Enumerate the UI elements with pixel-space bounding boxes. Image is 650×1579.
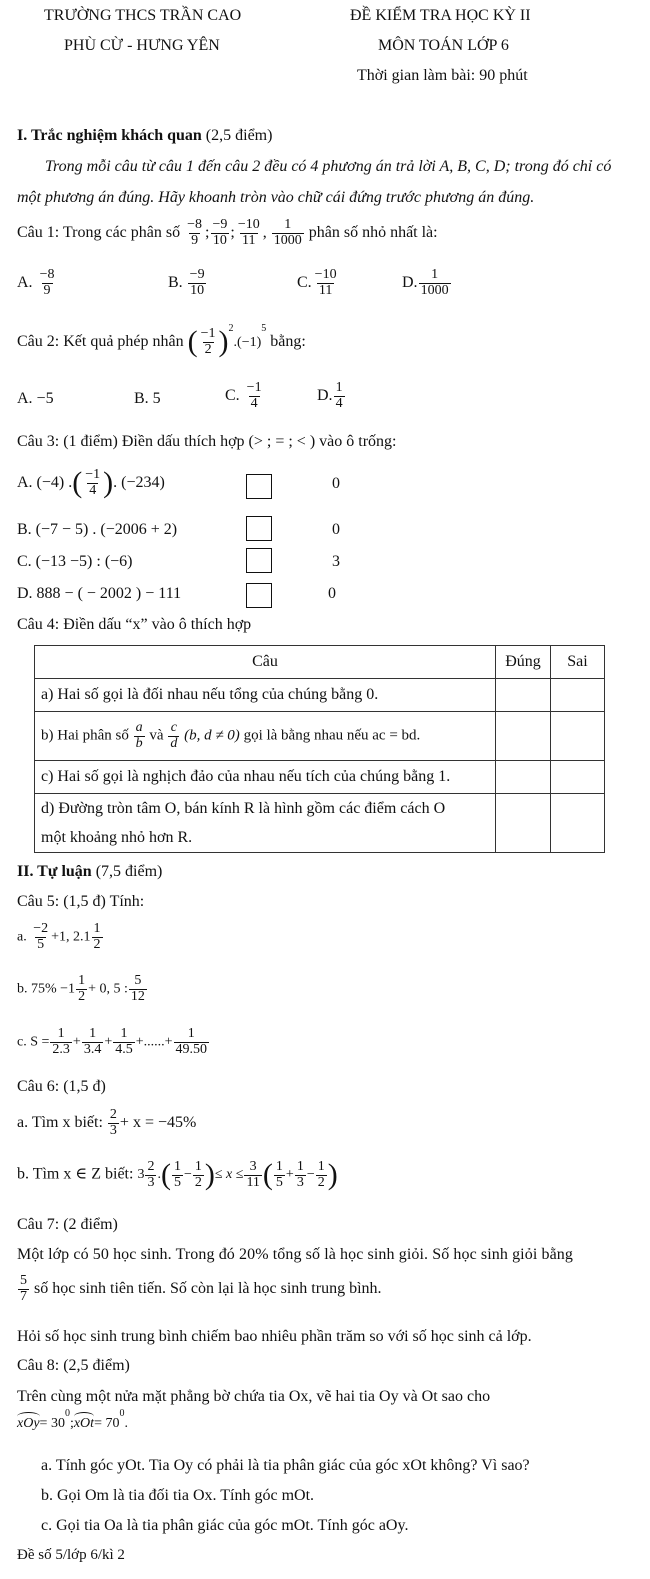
q3-value-a: 0	[332, 475, 340, 492]
q3-answer-box-c[interactable]	[246, 548, 272, 573]
part1-instruction-1: Trong mỗi câu từ câu 1 đến câu 2 đều có 4 phương án trả lời A, B, C, D; trong đó chỉ có	[45, 158, 612, 175]
q3-answer-box-d[interactable]	[246, 583, 272, 608]
q1-prefix: Câu 1: Trong các phân số	[17, 223, 181, 241]
q2-option-d: D. $\frac{1}{4}$	[317, 380, 343, 411]
q5-part-a: a. $\frac{-2}{5}$ +1, 2.1 $\frac{1}{2}$	[17, 921, 101, 952]
table-header-row	[35, 646, 605, 679]
question-1: Câu 1: Trong các phân số $\frac{-8}{9}$ ; $\frac{-9}{10}$ ; $\frac{-10}{11}$ , $\frac{1}{1000}$ phân số nhỏ nhất là:	[17, 217, 438, 248]
q6-part-b: b. Tìm x ∈ Z biết: 3 $\frac{2}{3}$ .( $\frac{1}{5}$ − $\frac{1}{2}$ )≤ x ≤ $\frac{3}{11}$ ( $\frac{1}{5}$ + $\frac{1}{3}$ − $\frac{1}{2}$ )	[17, 1158, 338, 1192]
part1-heading	[17, 127, 272, 145]
answer-cell-false[interactable]	[551, 679, 605, 712]
exam-time: Thời gian làm bài: 90 phút	[357, 67, 528, 84]
answer-cell-true[interactable]	[496, 712, 551, 761]
table-row	[35, 712, 605, 761]
fraction: $\frac{-9}{10}$	[212, 217, 228, 248]
q7-paragraph-1: Một lớp có 50 học sinh. Trong đó 20% tổng số là học sinh giỏi. Số học sinh giỏi bằng	[17, 1246, 573, 1263]
q3-item-d: D. 888 − ( − 2002 ) − 111	[17, 585, 182, 602]
q8-item-b: b. Gọi Om là tia đối tia Ox. Tính góc mOt.	[41, 1487, 315, 1504]
q2-option-c: C. $\frac{-1}{4}$	[225, 380, 262, 411]
answer-cell-true[interactable]	[496, 794, 551, 853]
part2-heading	[17, 863, 162, 881]
table-row	[35, 761, 605, 794]
table-row	[35, 679, 605, 712]
q1-option-c: C. $\frac{-10}{11}$	[297, 267, 337, 298]
question-4: Câu 4: Điền dấu “x” vào ô thích hợp	[17, 616, 252, 633]
part1-points: (2,5 điểm)	[205, 127, 273, 144]
school-name: TRƯỜNG THCS TRẦN CAO	[44, 7, 242, 24]
q5-part-c: c. S = $\frac{1}{2.3}$ + $\frac{1}{3.4}$ + $\frac{1}{4.5}$ +......+ $\frac{1}{49.50}$	[17, 1026, 208, 1057]
question-8: Câu 8: (2,5 điểm)	[17, 1357, 130, 1374]
q8-angles: $xOy= 30^0;xOt= 70^0$.	[17, 1408, 128, 1431]
exam-subject: MÔN TOÁN LỚP 6	[378, 37, 509, 54]
q8-item-a: a. Tính góc yOt. Tia Oy có phải là tia phân giác của góc xOt không? Vì sao?	[41, 1457, 530, 1474]
part1-title: I. Trắc nghiệm khách quan	[17, 127, 202, 144]
part2-title: II. Tự luận	[17, 863, 92, 880]
answer-cell-true[interactable]	[496, 679, 551, 712]
question-6: Câu 6: (1,5 đ)	[17, 1078, 106, 1095]
answer-cell-false[interactable]	[551, 712, 605, 761]
q3-value-d: 0	[328, 585, 336, 602]
angle-xot: xOt	[74, 1412, 94, 1432]
q2-option-a: A. −5	[17, 390, 54, 407]
q5-part-b: b. 75% −1 $\frac{1}{2}$ + 0, 5 : $\frac{5}{12}$	[17, 973, 145, 1004]
exam-title: ĐỀ KIỂM TRA HỌC KỲ II	[350, 7, 531, 24]
q1-suffix: phân số nhỏ nhất là:	[308, 223, 438, 241]
table-row-text: c) Hai số gọi là nghịch đảo của nhau nếu tích của chúng bằng 1.	[35, 761, 496, 794]
q3-item-c: C. (−13 −5) : (−6)	[17, 553, 133, 570]
q8-paragraph-1: Trên cùng một nửa mặt phẳng bờ chứa tia Ox, vẽ hai tia Oy và Ot sao cho	[17, 1388, 491, 1405]
table-row-text: b) Hai phân số $\frac{a}{b}$ và $\frac{c}{d}$ (b, d ≠ 0) gọi là bằng nhau nếu ac = bd.	[35, 712, 496, 761]
q3-item-b: B. (−7 − 5) . (−2006 + 2)	[17, 521, 178, 538]
q3-answer-box-a[interactable]	[246, 474, 272, 499]
part2-points: (7,5 điểm)	[95, 863, 163, 880]
question-5: Câu 5: (1,5 đ) Tính:	[17, 893, 145, 910]
q8-item-c: c. Gọi tia Oa là tia phân giác của góc mOt. Tính góc aOy.	[41, 1517, 409, 1534]
table-header-dung: Đúng	[496, 646, 551, 679]
q6-part-a: a. Tìm x biết: $\frac{2}{3}$ + x = −45%	[17, 1107, 197, 1138]
fraction: $\frac{-10}{11}$	[237, 217, 260, 248]
q3-item-a: A. (−4) .( $\frac{-1}{4}$ ). (−234)	[17, 466, 165, 500]
table-header-sai: Sai	[551, 646, 605, 679]
school-location: PHÙ CỪ - HƯNG YÊN	[64, 37, 220, 54]
question-7: Câu 7: (2 điểm)	[17, 1216, 118, 1233]
table-header-cau: Câu	[35, 646, 496, 679]
q3-value-c: 3	[332, 553, 340, 570]
q1-option-b: B. $\frac{-9}{10}$	[168, 267, 205, 298]
angle-xoy: xOy	[17, 1412, 40, 1432]
question-3: Câu 3: (1 điểm) Điền dấu thích hợp (> ; = ; < ) vào ô trống:	[17, 433, 397, 450]
q3-answer-box-b[interactable]	[246, 516, 272, 541]
q2-option-b: B. 5	[134, 390, 161, 407]
q3-value-b: 0	[332, 521, 340, 538]
table-row-text: a) Hai số gọi là đối nhau nếu tổng của chúng bằng 0.	[35, 679, 496, 712]
q7-paragraph-2: $\frac{5}{7}$ số học sinh tiên tiến. Số còn lại là học sinh trung bình.	[20, 1273, 382, 1304]
fraction: $\frac{1}{1000}$	[273, 217, 302, 248]
answer-cell-false[interactable]	[551, 794, 605, 853]
table-row-text: d) Đường tròn tâm O, bán kính R là hình gồm các điểm cách O một khoảng nhỏ hơn R.	[35, 794, 496, 853]
part1-instruction-2: một phương án đúng. Hãy khoanh tròn vào chữ cái đứng trước phương án đúng.	[17, 189, 535, 206]
page-footer: Đề số 5/lớp 6/kì 2	[17, 1547, 125, 1563]
answer-cell-false[interactable]	[551, 761, 605, 794]
q1-option-a: A. $\frac{-8}{9}$	[17, 267, 55, 298]
answer-cell-true[interactable]	[496, 761, 551, 794]
q4-table	[34, 645, 605, 853]
q7-paragraph-3: Hỏi số học sinh trung bình chiếm bao nhiêu phần trăm so với số học sinh cả lớp.	[17, 1328, 532, 1345]
table-row	[35, 794, 605, 853]
q1-option-d: D. $\frac{1}{1000}$	[402, 267, 449, 298]
question-2: Câu 2: Kết quả phép nhân ( $\frac{-1}{2}$ )$^2.(-1)^5$ bằng:	[17, 323, 306, 359]
fraction: $\frac{-8}{9}$	[187, 217, 203, 248]
